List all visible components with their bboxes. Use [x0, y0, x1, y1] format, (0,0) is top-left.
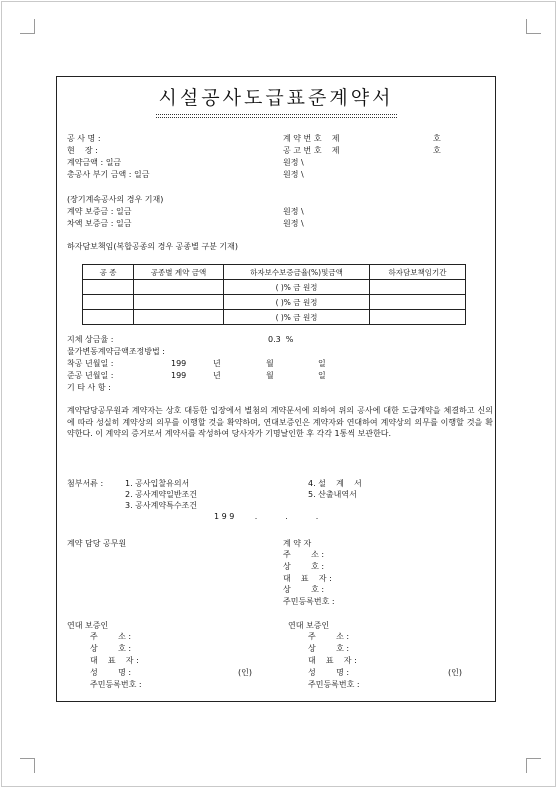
contract-number-suffix: 호 — [433, 134, 441, 143]
table-cell — [83, 280, 134, 295]
column-header: 공종별 계약 금액 — [134, 265, 224, 280]
end-year-unit: 년 — [213, 371, 221, 380]
table-header-row — [83, 265, 466, 280]
table-cell — [134, 280, 224, 295]
margin-corner-mark — [20, 758, 35, 773]
margin-corner-mark — [526, 19, 541, 34]
delay-rate-value: 0.3 % — [268, 335, 294, 344]
contractor-address-label: 주 소 : — [283, 550, 325, 559]
project-name-label: 공 사 명 : — [67, 134, 101, 143]
delay-rate-label: 지체 상금율 : — [67, 335, 114, 344]
difference-deposit-label: 차액 보증금 : 일금 — [67, 219, 132, 228]
table-cell — [83, 310, 134, 325]
guarantor-left-name: 성 명 : — [90, 668, 132, 677]
table-cell — [370, 280, 466, 295]
guarantor-right-address: 주 소 : — [308, 632, 350, 641]
end-date-label: 준공 년월일 : — [67, 371, 114, 380]
defect-liability-heading: 하자담보책임(복합공종의 경우 공종별 구분 기재) — [67, 242, 238, 251]
contractor-id-label: 주민등록번호 : — [283, 597, 335, 606]
long-term-note: (장기계속공사의 경우 기재) — [67, 195, 164, 204]
guarantor-left-company: 상 호 : — [90, 644, 132, 653]
guarantor-right-name: 성 명 : — [308, 668, 350, 677]
attachment-item: 4. 설 계 서 — [308, 479, 362, 488]
total-amount-label: 총공사 부기 금액 : 일금 — [67, 170, 150, 179]
start-day-unit: 일 — [318, 359, 326, 368]
contractor-representative-label: 대 표 자 : — [283, 574, 332, 583]
margin-corner-mark — [526, 758, 541, 773]
table-cell — [134, 295, 224, 310]
notice-number-suffix: 호 — [433, 146, 441, 155]
table-cell — [83, 295, 134, 310]
table-row — [83, 295, 466, 310]
end-month-unit: 월 — [266, 371, 274, 380]
guarantor-left-representative: 대 표 자 : — [90, 656, 139, 665]
guarantor-left-address: 주 소 : — [90, 632, 132, 641]
column-header: 공 종 — [83, 265, 134, 280]
table-cell — [370, 295, 466, 310]
start-year-unit: 년 — [213, 359, 221, 368]
contract-number-label: 계 약 번 호 제 — [283, 134, 340, 143]
guarantor-left-seal: (인) — [238, 668, 252, 677]
attachment-item: 3. 공사계약특수조건 — [125, 501, 197, 510]
margin-corner-mark — [20, 19, 35, 34]
start-month-unit: 월 — [266, 359, 274, 368]
table-row — [83, 280, 466, 295]
column-header: 하자보수보증금율(%)및금액 — [224, 265, 370, 280]
contractor-reg-label: 상 호 : — [283, 585, 325, 594]
attachment-item: 5. 산출내역서 — [308, 490, 357, 499]
signing-date: 1 9 9 . . . — [214, 512, 319, 521]
table-cell — [134, 310, 224, 325]
contractor-label: 계 약 자 — [283, 539, 312, 548]
contract-amount-unit: 원정 \ — [283, 158, 304, 167]
contract-deposit-unit: 원정 \ — [283, 207, 304, 216]
attachment-item: 1. 공사입찰유의서 — [125, 479, 190, 488]
total-amount-unit: 원정 \ — [283, 170, 304, 179]
table-cell — [370, 310, 466, 325]
agreement-paragraph: 계약담당공무원과 계약자는 상호 대등한 입장에서 별첨의 계약문서에 의하여 위의 공사에 대한 도급계약을 체결하고 신의에 따라 성실히 계약상의 의무를 이행할 것을 확약하며, 연대보증인은 계약자와 연대하여 계약상의 의무를 이행할 것을 확약한다. 이 계약의 증거로서 계약서를 작성하여 당사자가 기명날인한 후 각각 1통씩 보관한다. — [67, 406, 493, 438]
guarantor-right-company: 상 호 : — [308, 644, 350, 653]
contract-deposit-label: 계약 보증금 : 일금 — [67, 207, 132, 216]
notice-number-label: 공 고 번 호 제 — [283, 146, 340, 155]
guarantor-right-representative: 대 표 자 : — [308, 656, 357, 665]
document-title: 시설공사도급표준계약서 — [158, 87, 394, 109]
officer-label: 계약 담당 공무원 — [67, 539, 127, 548]
table-cell: ( )% 금 원정 — [224, 295, 370, 310]
guarantor-left-label: 연대 보증인 — [67, 621, 109, 630]
contract-amount-label: 계약금액 : 일금 — [67, 158, 122, 167]
guarantor-right-seal: (인) — [448, 668, 462, 677]
attachments-label: 첨부서류 : — [67, 479, 104, 488]
attachment-item: 2. 공사계약일반조건 — [125, 490, 197, 499]
defect-liability-table — [82, 264, 466, 325]
table-cell: ( )% 금 원정 — [224, 310, 370, 325]
title-underline — [156, 114, 397, 115]
end-day-unit: 일 — [318, 371, 326, 380]
table-row — [83, 310, 466, 325]
column-header: 하자담보책임기간 — [370, 265, 466, 280]
table-cell: ( )% 금 원정 — [224, 280, 370, 295]
guarantor-left-reg: 주민등록번호 : — [90, 680, 142, 689]
title-underline — [156, 117, 397, 118]
end-year: 199 — [171, 371, 187, 380]
contractor-company-label: 상 호 : — [283, 562, 325, 571]
difference-deposit-unit: 원정 \ — [283, 219, 304, 228]
guarantor-right-label: 연대 보증인 — [288, 621, 330, 630]
guarantor-right-reg: 주민등록번호 : — [308, 680, 360, 689]
other-items-label: 기 타 사 항 : — [67, 383, 111, 392]
price-adjust-label: 물가변동계약금액조정방법 : — [67, 347, 165, 356]
start-year: 199 — [171, 359, 187, 368]
site-label: 현 장 : — [67, 146, 98, 155]
start-date-label: 착공 년월일 : — [67, 359, 114, 368]
